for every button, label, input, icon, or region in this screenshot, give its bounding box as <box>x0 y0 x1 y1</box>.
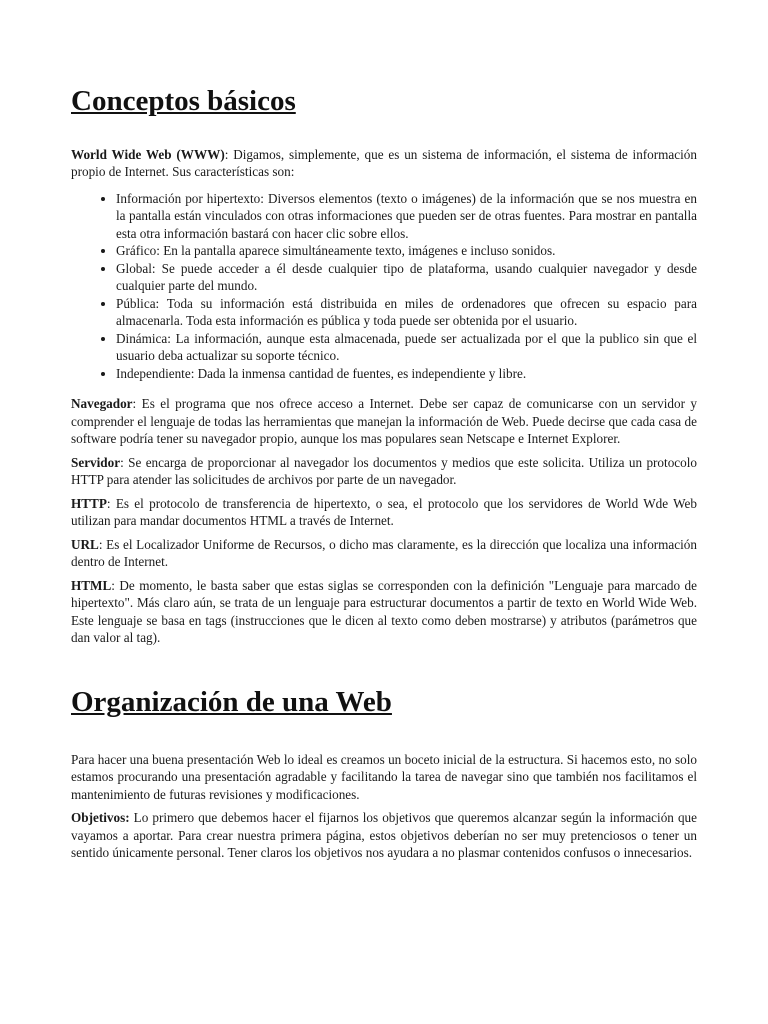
term-http: HTTP <box>71 495 107 511</box>
paragraph-objetivos <box>71 809 697 862</box>
term-objetivos: Objetivos: <box>71 810 130 826</box>
term-www: World Wide Web (WWW) <box>71 146 225 162</box>
text-html: : De momento, le basta saber que estas siglas se corresponden con la definición "Lenguaje para marcado de hipertexto". Más claro aún, se trata de un lenguaje para estructurar documentos a partir de texto en World Wide Web. Este lenguaje se basa en tags (instrucciones que le dicen al texto como deben mostrarse) y atributos (parámetros que dan valor al tag). <box>71 577 697 646</box>
paragraph-servidor <box>71 454 697 489</box>
list-item: • Independiente: Dada la inmensa cantidad de fuentes, es independiente y libre. <box>116 365 697 383</box>
list-item: • Gráfico: En la pantalla aparece simultáneamente texto, imágenes e incluso sonidos. <box>116 242 697 260</box>
text-navegador: : Es el programa que nos ofrece acceso a Internet. Debe ser capaz de comunicarse con un servidor y comprender el lenguaje de todas las herramientas que manejan la información de Web. Puede decirse que cada casa de software podría tener su navegador propio, aunque los mas populares sean Netscape e Internet Explorer. <box>71 396 697 447</box>
term-navegador: Navegador <box>71 396 133 412</box>
paragraph-navegador <box>71 395 697 448</box>
list-item: • Dinámica: La información, aunque esta almacenada, puede ser actualizada por el que la publico sin que el usuario deba actualizar su soporte técnico. <box>116 330 697 365</box>
term-url: URL <box>71 536 99 552</box>
heading-organizacion-web: Organización de una Web <box>71 685 392 718</box>
paragraph-intro: Para hacer una buena presentación Web lo ideal es creamos un boceto inicial de la estructura. Si hacemos esto, no solo estamos procurando una presentación agradable y facilitando la tarea de navegar sino que también nos facilitamos el mantenimiento de futuras revisiones y modificaciones. <box>71 751 697 802</box>
term-html: HTML <box>71 577 112 593</box>
paragraph-html <box>71 577 697 647</box>
list-item: • Global: Se puede acceder a él desde cualquier tipo de plataforma, usando cualquier navegador y desde cualquier parte del mundo. <box>116 260 697 295</box>
list-item: • Información por hipertexto: Diversos elementos (texto o imágenes) de la información que se nos muestra en la pantalla están vinculados con otras informaciones que pueden ser de otras fuentes. Para mostrar en pantalla esta otra información bastará con hacer clic sobre ellos. <box>116 190 697 243</box>
paragraph-www <box>71 146 697 181</box>
features-list <box>71 190 697 383</box>
paragraph-url <box>71 536 697 571</box>
term-servidor: Servidor <box>71 454 121 470</box>
heading-conceptos-basicos: Conceptos básicos <box>71 85 296 117</box>
list-item: • Pública: Toda su información está distribuida en miles de ordenadores que ofrecen su espacio para almacenarla. Toda esta información es pública y toda puede ser obtenida por el usuario. <box>116 295 697 330</box>
text-http: : Es el protocolo de transferencia de hipertexto, o sea, el protocolo que los servidores de World Wde Web utilizan para mandar documentos HTML a través de Internet. <box>71 495 697 529</box>
text-www: : Digamos, simplemente, que es un sistema de información, el sistema de información propio de Internet. Sus características son: <box>71 146 697 180</box>
text-objetivos: Lo primero que debemos hacer el fijarnos los objetivos que queremos alcanzar según la información que vayamos a aportar. Para crear nuestra primera página, estos objetivos deberían no ser muy pretenciosos o tener un sentido únicamente personal. Tener claros los objetivos nos ayudara a no plasmar contenidos confusos o innecesarios. <box>71 810 697 861</box>
text-servidor: : Se encarga de proporcionar al navegador los documentos y medios que este solicita. Utiliza un protocolo HTTP para atender las solicitudes de archivos por parte de un navegador. <box>71 454 697 488</box>
text-url: : Es el Localizador Uniforme de Recursos, o dicho mas claramente, es la dirección que localiza una información dentro de Internet. <box>71 536 697 570</box>
paragraph-http <box>71 495 697 530</box>
